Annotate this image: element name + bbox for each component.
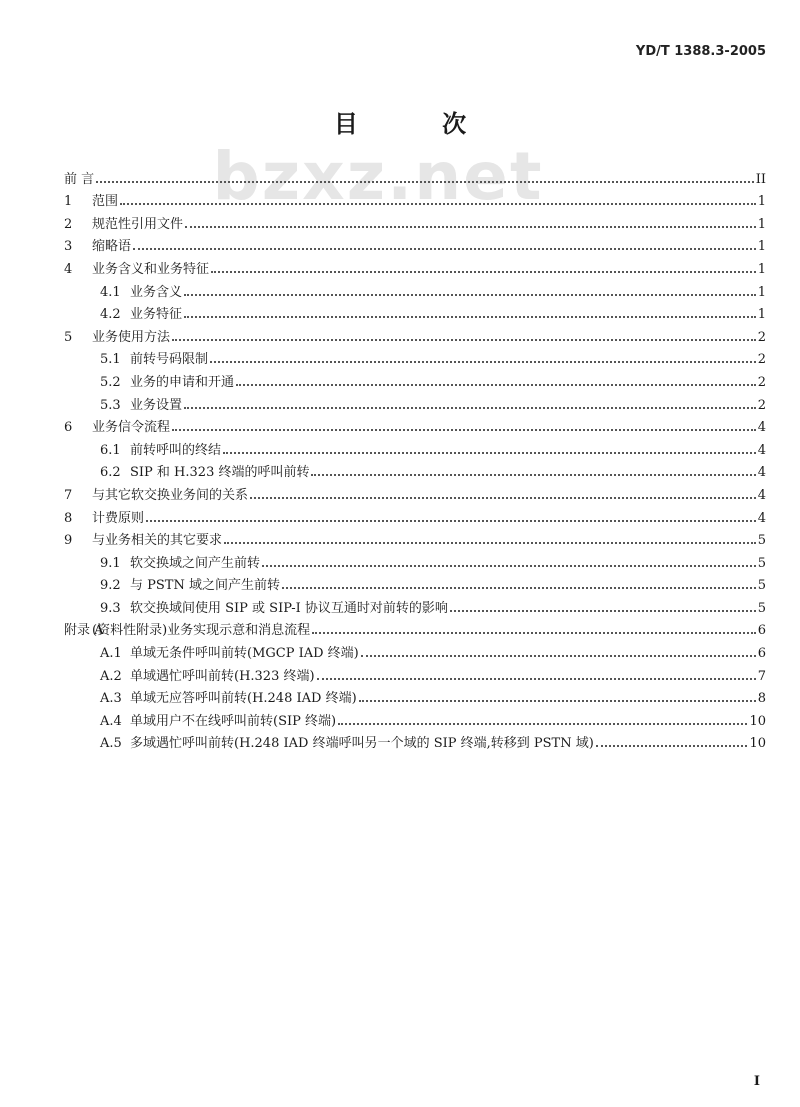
table-of-contents xyxy=(64,164,766,751)
toc-entry-number: 4.2 xyxy=(100,307,121,323)
toc-entry-title: 业务信令流程 xyxy=(92,420,171,436)
toc-entry-page: 2 xyxy=(757,374,766,390)
toc-entry-number: 6.1 xyxy=(100,442,121,458)
dot-leader xyxy=(262,564,756,567)
dot-leader xyxy=(210,360,756,363)
toc-entry-page: 5 xyxy=(757,600,766,616)
toc-entry[interactable] xyxy=(64,548,766,571)
toc-entry-number: 6 xyxy=(64,420,73,436)
toc-entry-title: SIP 和 H.323 终端的呼叫前转 xyxy=(130,465,310,481)
toc-entry-title: 与业务相关的其它要求 xyxy=(92,533,223,549)
toc-entry-page: 4 xyxy=(757,510,766,526)
toc-entry-number: 前 言 xyxy=(64,171,95,187)
toc-entry-title: 缩略语 xyxy=(92,239,132,255)
toc-entry-number: 7 xyxy=(64,487,73,503)
toc-entry-title: 与其它软交换业务间的关系 xyxy=(92,487,249,503)
dot-leader xyxy=(184,406,756,409)
toc-entry[interactable] xyxy=(64,706,766,729)
toc-entry-number: 5.3 xyxy=(100,397,121,413)
toc-entry-title: 前转号码限制 xyxy=(130,352,209,368)
toc-entry-page: 2 xyxy=(757,397,766,413)
dot-leader xyxy=(236,383,756,386)
toc-entry-number: A.1 xyxy=(100,646,122,662)
page-title: 目 次 xyxy=(333,110,505,138)
toc-entry-page: II xyxy=(755,171,766,187)
toc-entry-title: 业务使用方法 xyxy=(92,329,171,345)
toc-entry-title: 业务特征 xyxy=(130,307,183,323)
dot-leader xyxy=(146,519,756,522)
toc-entry-page: 6 xyxy=(757,623,766,639)
toc-entry[interactable] xyxy=(64,345,766,368)
toc-entry[interactable] xyxy=(64,435,766,458)
toc-entry-number: A.3 xyxy=(100,691,122,707)
toc-entry-title: 业务设置 xyxy=(130,397,183,413)
toc-entry-number: 5 xyxy=(64,329,73,345)
toc-entry[interactable] xyxy=(64,661,766,684)
toc-entry[interactable] xyxy=(64,322,766,345)
toc-entry-page: 2 xyxy=(757,352,766,368)
dot-leader xyxy=(359,699,756,702)
toc-entry[interactable] xyxy=(64,164,766,187)
toc-entry-page: 10 xyxy=(749,736,766,752)
toc-entry-page: 2 xyxy=(757,329,766,345)
dot-leader xyxy=(184,315,756,318)
toc-entry-title: 范围 xyxy=(92,194,119,210)
dot-leader xyxy=(224,541,756,544)
toc-entry-page: 1 xyxy=(757,284,766,300)
toc-entry-number: 5.1 xyxy=(100,352,121,368)
watermark: bzxz.net xyxy=(212,138,544,215)
toc-entry-number: 3 xyxy=(64,239,73,255)
toc-entry-page: 1 xyxy=(757,261,766,277)
toc-entry-page: 5 xyxy=(757,578,766,594)
toc-entry-number: 6.2 xyxy=(100,465,121,481)
toc-entry[interactable] xyxy=(64,277,766,300)
toc-entry-number: 9.3 xyxy=(100,600,121,616)
toc-entry-page: 1 xyxy=(757,239,766,255)
toc-entry-page: 4 xyxy=(757,420,766,436)
footer-page-number: I xyxy=(753,1074,760,1089)
toc-entry-page: 8 xyxy=(757,691,766,707)
dot-leader xyxy=(450,609,756,612)
toc-entry-page: 6 xyxy=(757,646,766,662)
toc-entry[interactable] xyxy=(64,503,766,526)
dot-leader xyxy=(172,428,756,431)
toc-entry-number: 4.1 xyxy=(100,284,121,300)
toc-entry-page: 4 xyxy=(757,465,766,481)
toc-entry[interactable] xyxy=(64,526,766,549)
toc-entry[interactable] xyxy=(64,254,766,277)
toc-entry-number: A.5 xyxy=(100,736,122,752)
toc-entry[interactable] xyxy=(64,300,766,323)
toc-entry[interactable] xyxy=(64,684,766,707)
toc-entry-number: 4 xyxy=(64,261,73,277)
toc-entry[interactable] xyxy=(64,593,766,616)
toc-entry-page: 5 xyxy=(757,533,766,549)
toc-entry-number: 9.2 xyxy=(100,578,121,594)
toc-entry-page: 1 xyxy=(757,216,766,232)
dot-leader xyxy=(338,722,747,725)
toc-entry[interactable] xyxy=(64,187,766,210)
toc-entry[interactable] xyxy=(64,638,766,661)
toc-entry-title: 软交换域之间产生前转 xyxy=(130,555,261,571)
dot-leader xyxy=(312,631,756,634)
toc-entry-page: 7 xyxy=(757,668,766,684)
dot-leader xyxy=(96,180,754,183)
dot-leader xyxy=(211,270,756,273)
toc-entry[interactable] xyxy=(64,571,766,594)
dot-leader xyxy=(133,247,756,250)
dot-leader xyxy=(120,202,756,205)
toc-entry[interactable] xyxy=(64,616,766,639)
dot-leader xyxy=(282,586,756,589)
toc-entry-page: 1 xyxy=(757,307,766,323)
toc-entry-number: A.2 xyxy=(100,668,122,684)
toc-entry-page: 5 xyxy=(757,555,766,571)
toc-entry-number: 1 xyxy=(64,194,73,210)
toc-entry-title: 业务含义和业务特征 xyxy=(92,261,210,277)
toc-entry-page: 10 xyxy=(749,713,766,729)
toc-entry-page: 1 xyxy=(757,194,766,210)
toc-entry-number: A.4 xyxy=(100,713,122,729)
dot-leader xyxy=(172,338,756,341)
toc-entry-title: 业务含义 xyxy=(130,284,183,300)
document-code: YD/T 1388.3-2005 xyxy=(635,44,766,59)
toc-entry-title: 多域遇忙呼叫前转(H.248 IAD 终端呼叫另一个域的 SIP 终端,转移到 PSTN 域) xyxy=(130,736,594,752)
toc-entry-number: 5.2 xyxy=(100,374,121,390)
toc-entry-number: 附录 A xyxy=(64,623,104,639)
toc-entry[interactable] xyxy=(64,480,766,503)
dot-leader xyxy=(184,293,756,296)
dot-leader xyxy=(185,225,756,228)
dot-leader xyxy=(223,451,756,454)
toc-entry-title: 规范性引用文件 xyxy=(92,216,184,232)
dot-leader xyxy=(317,677,756,680)
toc-entry-number: 9.1 xyxy=(100,555,121,571)
toc-entry-number: 2 xyxy=(64,216,73,232)
toc-entry-title: 前转呼叫的终结 xyxy=(130,442,222,458)
toc-entry-title: (资料性附录)业务实现示意和消息流程 xyxy=(92,623,311,639)
toc-entry-page: 4 xyxy=(757,442,766,458)
dot-leader xyxy=(596,744,748,747)
toc-entry[interactable] xyxy=(64,390,766,413)
toc-entry[interactable] xyxy=(64,413,766,436)
toc-entry-number: 8 xyxy=(64,510,73,526)
toc-entry[interactable] xyxy=(64,367,766,390)
toc-entry[interactable] xyxy=(64,458,766,481)
dot-leader xyxy=(311,473,755,476)
toc-entry-title: 单域遇忙呼叫前转(H.323 终端) xyxy=(130,668,315,684)
toc-entry[interactable] xyxy=(64,232,766,255)
dot-leader xyxy=(361,654,756,657)
toc-entry-title: 单域用户不在线呼叫前转(SIP 终端) xyxy=(130,713,337,729)
toc-entry[interactable] xyxy=(64,209,766,232)
toc-entry-title: 单域无应答呼叫前转(H.248 IAD 终端) xyxy=(130,691,357,707)
toc-entry-title: 单域无条件呼叫前转(MGCP IAD 终端) xyxy=(130,646,359,662)
dot-leader xyxy=(250,496,756,499)
toc-entry-page: 4 xyxy=(757,487,766,503)
toc-entry-number: 9 xyxy=(64,533,73,549)
toc-entry-title: 与 PSTN 域之间产生前转 xyxy=(130,578,280,594)
toc-entry-title: 软交换域间使用 SIP 或 SIP-I 协议互通时对前转的影响 xyxy=(130,600,448,616)
toc-entry[interactable] xyxy=(64,729,766,752)
toc-entry-title: 业务的申请和开通 xyxy=(130,374,235,390)
toc-entry-title: 计费原则 xyxy=(92,510,145,526)
